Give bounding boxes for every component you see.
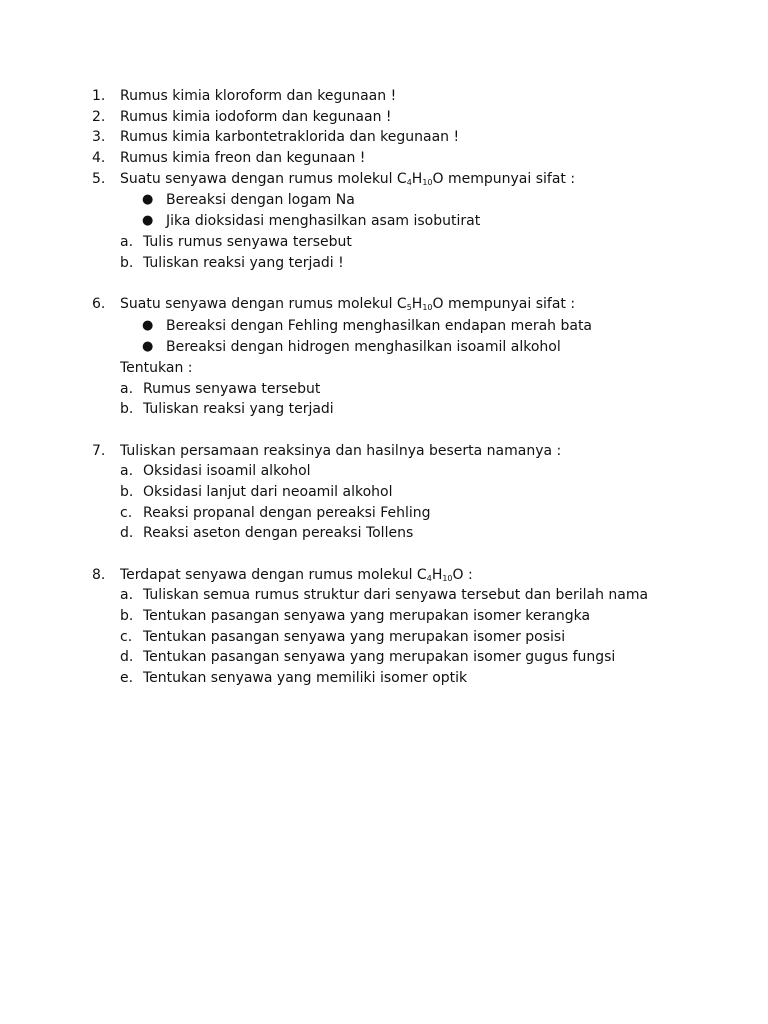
question-text: Tuliskan persamaan reaksinya dan hasilnya beserta namanya : [120, 443, 562, 459]
sub-item-letter: c. [120, 505, 133, 521]
question-number: 3. [92, 129, 106, 145]
sub-item-letter: d. [120, 649, 134, 665]
sub-item-letter: a. [120, 234, 134, 250]
question-number: 1. [92, 88, 106, 104]
sub-item-letter: a. [120, 587, 134, 603]
sub-item-text: Tuliskan reaksi yang terjadi ! [143, 255, 344, 271]
question-text: Rumus kimia karbontetraklorida dan kegunaan ! [120, 129, 460, 145]
question-number: 2. [92, 109, 106, 125]
sub-item-letter: a. [120, 381, 134, 397]
note-text: Tentukan : [120, 360, 193, 376]
sub-item-text: Tuliskan semua rumus struktur dari senyawa tersebut dan berilah nama [143, 587, 649, 603]
sub-item-letter: a. [120, 463, 134, 479]
sub-item-text: Tentukan pasangan senyawa yang merupakan isomer gugus fungsi [143, 649, 616, 665]
bullet-text: Jika dioksidasi menghasilkan asam isobutirat [166, 213, 481, 229]
question-number: 4. [92, 150, 106, 166]
sub-item-text: Tentukan pasangan senyawa yang merupakan isomer posisi [143, 629, 566, 645]
bullet-icon: ● [142, 339, 154, 354]
question-text: Suatu senyawa dengan rumus molekul $C_4H_{10}O$ mempunyai sifat : [120, 171, 576, 187]
question-text: Rumus kimia freon dan kegunaan ! [120, 150, 366, 166]
question-number: 6. [92, 296, 106, 312]
sub-item-letter: b. [120, 401, 134, 417]
sub-item-letter: b. [120, 255, 134, 271]
sub-item-text: Rumus senyawa tersebut [143, 381, 321, 397]
bullet-icon: ● [142, 213, 154, 228]
sub-item-text: Tulis rumus senyawa tersebut [143, 234, 352, 250]
bullet-text: Bereaksi dengan Fehling menghasilkan endapan merah bata [166, 318, 593, 334]
sub-item-letter: e. [120, 670, 134, 686]
question-text: Suatu senyawa dengan rumus molekul $C_5H_{10}O$ mempunyai sifat : [120, 296, 576, 312]
sub-item-text: Tuliskan reaksi yang terjadi [143, 401, 334, 417]
sub-item-text: Oksidasi lanjut dari neoamil alkohol [143, 484, 393, 500]
sub-item-text: Reaksi propanal dengan pereaksi Fehling [143, 505, 431, 521]
question-number: 7. [92, 443, 106, 459]
question-number: 8. [92, 567, 106, 583]
question-number: 5. [92, 171, 106, 187]
sub-item-text: Tentukan senyawa yang memiliki isomer optik [143, 670, 468, 686]
bullet-icon: ● [142, 192, 154, 207]
question-text: Rumus kimia iodoform dan kegunaan ! [120, 109, 392, 125]
sub-item-text: Tentukan pasangan senyawa yang merupakan isomer kerangka [143, 608, 591, 624]
sub-item-letter: b. [120, 484, 134, 500]
bullet-text: Bereaksi dengan logam Na [166, 192, 355, 208]
sub-item-letter: d. [120, 525, 134, 541]
question-text: Rumus kimia kloroform dan kegunaan ! [120, 88, 397, 104]
sub-item-letter: b. [120, 608, 134, 624]
sub-item-letter: c. [120, 629, 133, 645]
bullet-icon: ● [142, 318, 154, 333]
sub-item-text: Reaksi aseton dengan pereaksi Tollens [143, 525, 414, 541]
question-text: Terdapat senyawa dengan rumus molekul $C_4H_{10}O$ : [120, 567, 473, 583]
sub-item-text: Oksidasi isoamil alkohol [143, 463, 311, 479]
bullet-text: Bereaksi dengan hidrogen menghasilkan isoamil alkohol [166, 339, 561, 355]
